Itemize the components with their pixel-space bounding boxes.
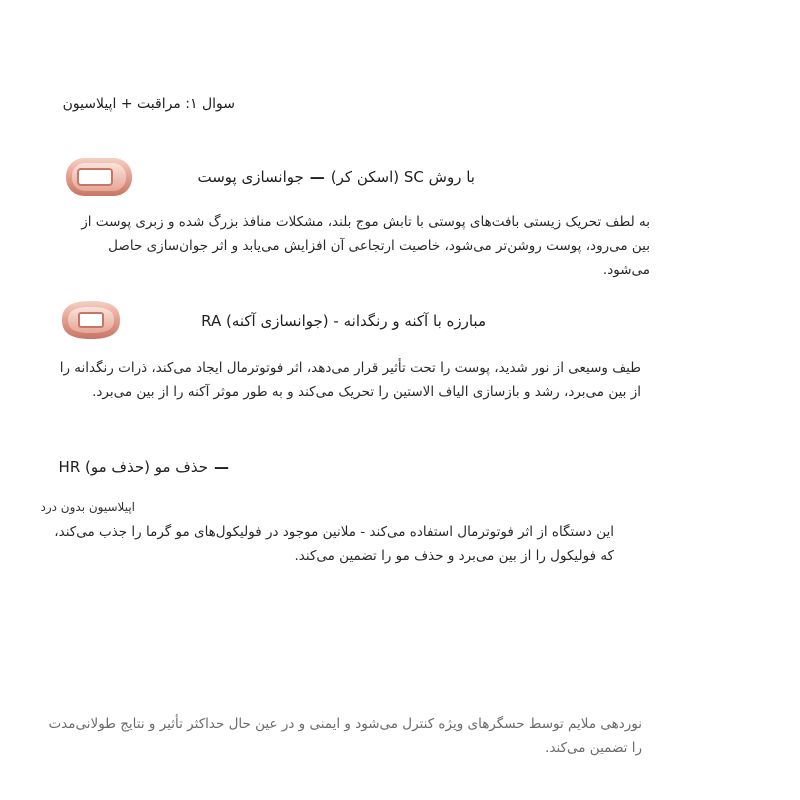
section-1-heading-b: جوانسازی پوست [197,168,304,186]
section-3-body: این دستگاه از اثر فوتوترمال استفاده می‌کند - ملانین موجود در فولیکول‌های مو گرما را جذب می‌کند، که فولیکول را از بین می‌برد و حذف مو را تضمین می‌کند. [54,524,614,564]
section-2-heading: RA (جوانسازی آکنه) - مبارزه با آکنه و رنگدانه [201,312,486,330]
device-icon [64,155,134,199]
section-1-body: به لطف تحریک زیستی بافت‌های پوستی با تابش موج بلند، مشکلات منافذ بزرگ شده و زبری پوست از بین می‌رود، پوست روشن‌تر می‌شود، خاصیت ارتجاعی آن افزایش می‌یابد و اثر جوان‌سازی حاصل می‌شود. [81,214,650,278]
section-1-heading [198,168,476,186]
page-title: سوال ۱: مراقبت + اپیلاسیون [62,96,235,112]
device-icon [56,298,126,342]
footer-note: نوردهی ملایم توسط حسگرهای ویژه کنترل می‌شود و ایمنی و در عین حال حداکثر تأثیر و نتایج طولانی‌مدت را تضمین می‌کند. [48,716,642,756]
device-icon-graphic [56,298,126,342]
section-2-body: طیف وسیعی از نور شدید، پوست را تحت تأثیر قرار می‌دهد، اثر فوتوترمال ایجاد می‌کند، ذرات رنگدانه را از بین می‌برد، رشد و بازسازی الیاف الاستین را تحریک می‌کند و به طور موثر آکنه را از بین می‌برد. [59,360,641,400]
section-1-heading-dash: — [309,168,325,186]
section-3-heading [59,458,235,476]
section-3-heading-dash: — [214,458,229,476]
device-icon-graphic [64,155,134,199]
section-3-heading-a: HR (حذف مو) حذف مو [58,458,208,476]
section-3-subtitle: اپیلاسیون بدون درد [40,500,135,514]
section-1-heading-a: با روش SC (اسکن کر) [330,168,475,186]
